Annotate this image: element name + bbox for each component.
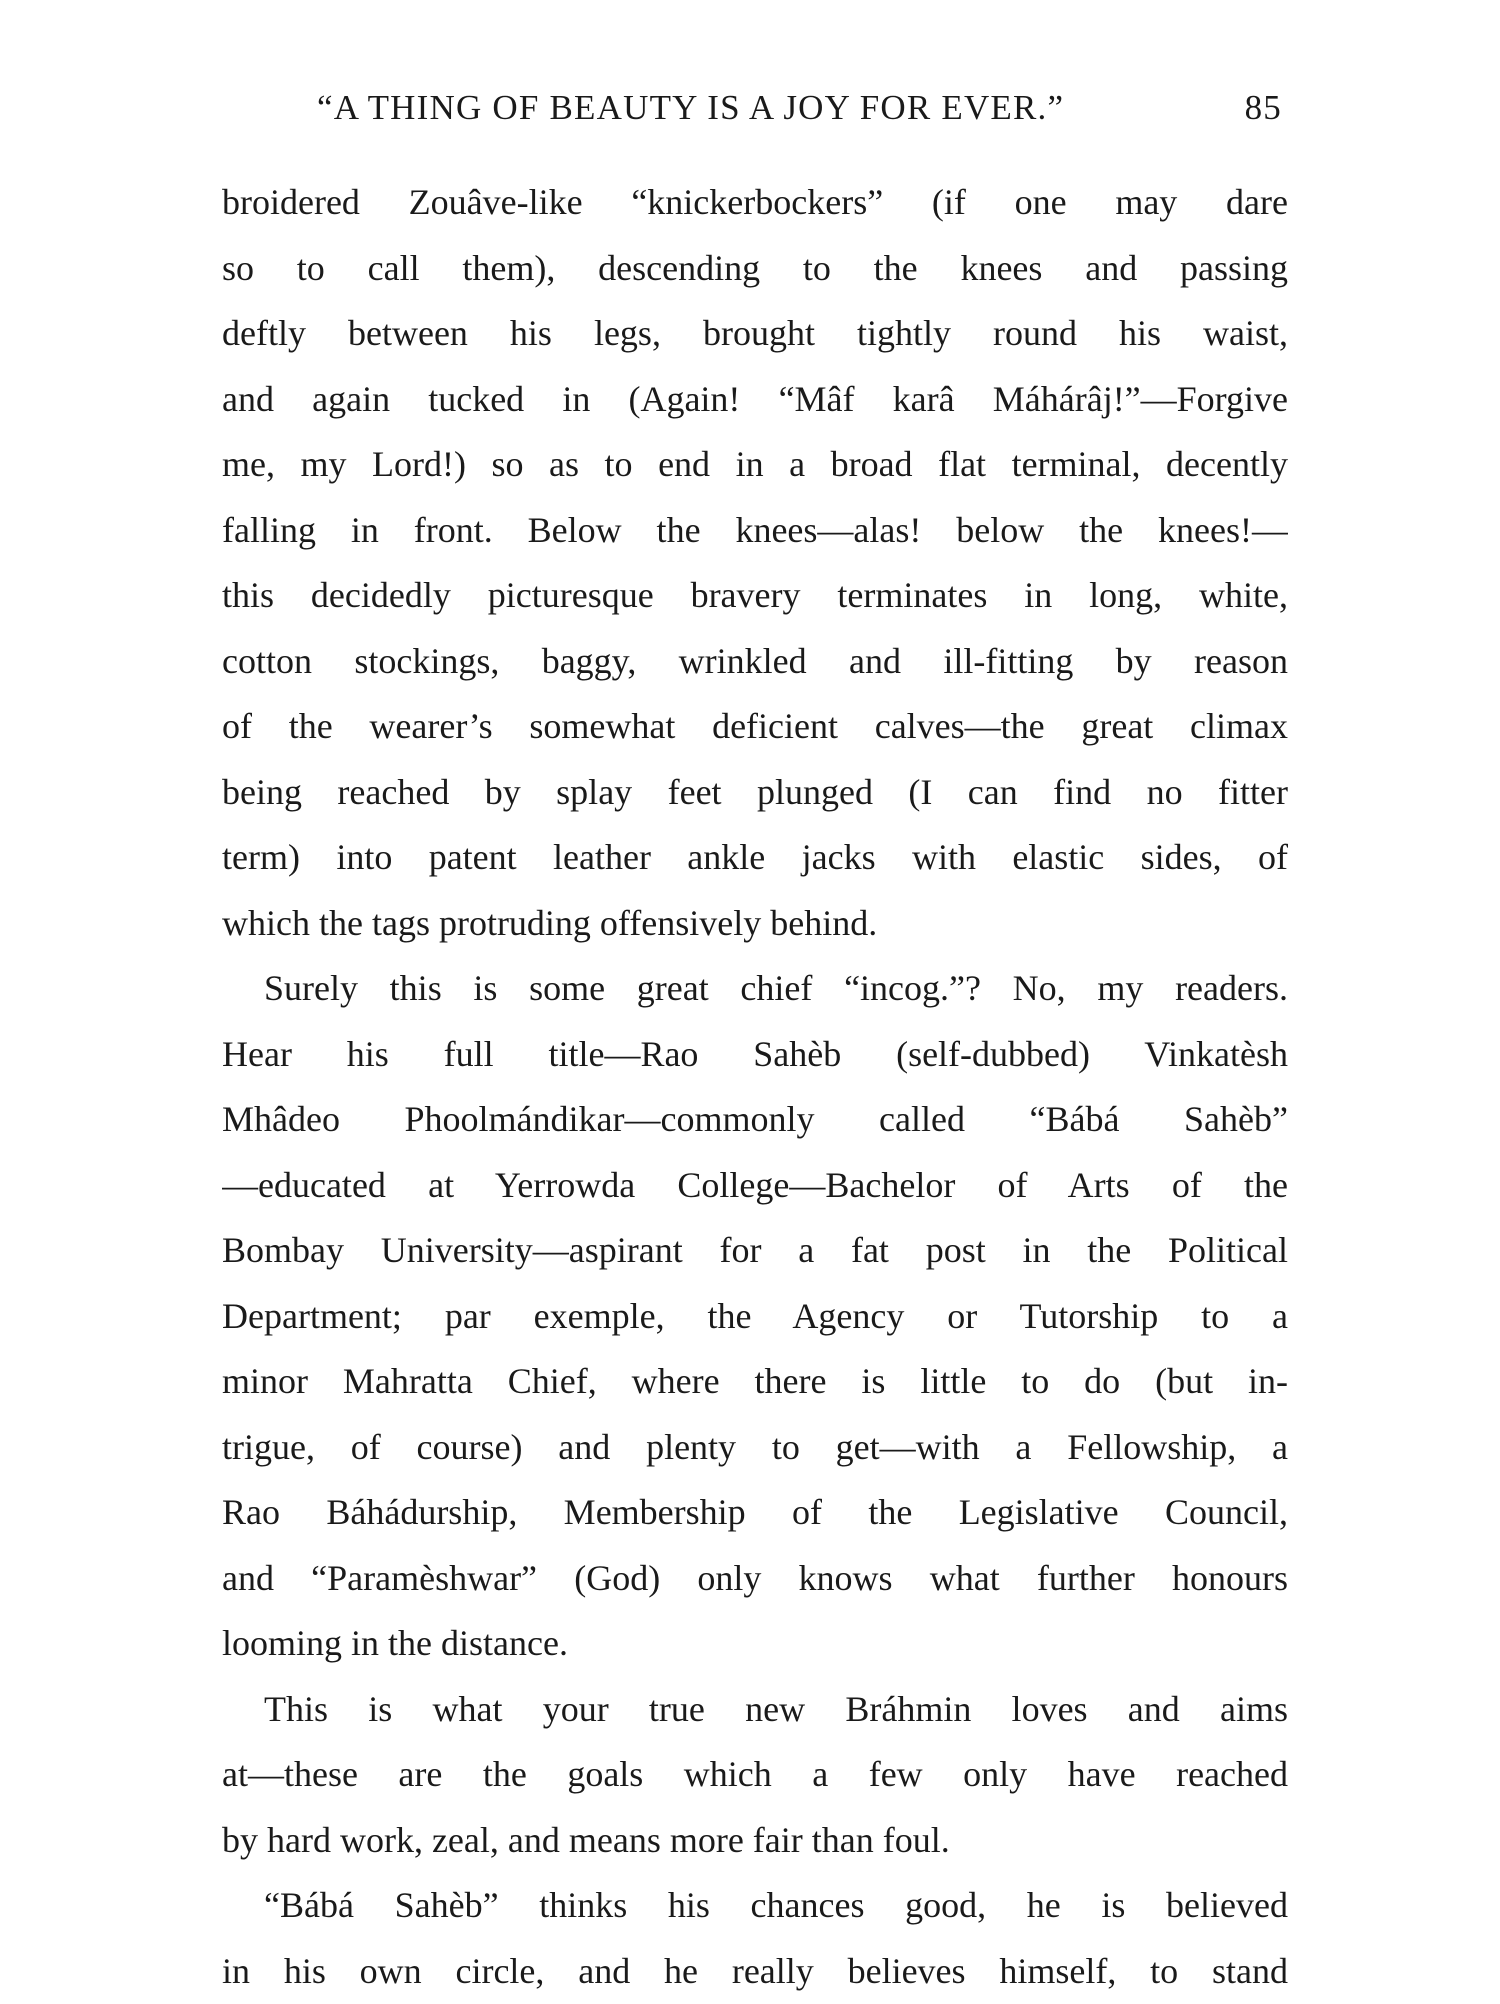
body-text: [222, 170, 1288, 2004]
text-line: by hard work, zeal, and means more fair than foul.: [222, 1808, 1288, 1874]
text-line: Surely this is some great chief “incog.”? No, my readers.: [222, 956, 1288, 1022]
text-line: of the wearer’s somewhat deficient calves—the great climax: [222, 694, 1288, 760]
paragraph-1: [222, 170, 1288, 956]
text-line: which the tags protruding offensively behind.: [222, 891, 1288, 957]
text-line: at—these are the goals which a few only have reached: [222, 1742, 1288, 1808]
text-line: broidered Zouâve-like “knickerbockers” (if one may dare: [222, 170, 1288, 236]
text-line: —educated at Yerrowda College—Bachelor of Arts of the: [222, 1153, 1288, 1219]
text-line: being reached by splay feet plunged (I can find no fitter: [222, 760, 1288, 826]
running-title: “A THING OF BEAUTY IS A JOY FOR EVER.”: [317, 88, 1064, 128]
text-line: Rao Báhádurship, Membership of the Legislative Council,: [222, 1480, 1288, 1546]
text-line: me, my Lord!) so as to end in a broad flat terminal, decently: [222, 432, 1288, 498]
paragraph-3: [222, 1677, 1288, 1874]
text-line: term) into patent leather ankle jacks with elastic sides, of: [222, 825, 1288, 891]
page-number: 85: [1245, 88, 1282, 128]
text-line: Bombay University—aspirant for a fat post in the Political: [222, 1218, 1288, 1284]
text-line: minor Mahratta Chief, where there is little to do (but in-: [222, 1349, 1288, 1415]
text-line: this decidedly picturesque bravery terminates in long, white,: [222, 563, 1288, 629]
text-line: and again tucked in (Again! “Mâf karâ Máhárâj!”—Forgive: [222, 367, 1288, 433]
text-line: and “Paramèshwar” (God) only knows what further honours: [222, 1546, 1288, 1612]
text-line: falling in front. Below the knees—alas! below the knees!—: [222, 498, 1288, 564]
text-line: cotton stockings, baggy, wrinkled and ill-fitting by reason: [222, 629, 1288, 695]
text-line: Mhâdeo Phoolmándikar—commonly called “Bábá Sahèb”: [222, 1087, 1288, 1153]
text-line: This is what your true new Bráhmin loves and aims: [222, 1677, 1288, 1743]
text-line: deftly between his legs, brought tightly round his waist,: [222, 301, 1288, 367]
paragraph-2: [222, 956, 1288, 1677]
text-line: Hear his full title—Rao Sahèb (self-dubbed) Vinkatèsh: [222, 1022, 1288, 1088]
running-head: [222, 88, 1282, 138]
paragraph-4: [222, 1873, 1288, 2004]
text-line: Department; par exemple, the Agency or Tutorship to a: [222, 1284, 1288, 1350]
text-line: trigue, of course) and plenty to get—with a Fellowship, a: [222, 1415, 1288, 1481]
text-line: looming in the distance.: [222, 1611, 1288, 1677]
text-line: “Bábá Sahèb” thinks his chances good, he is believed: [222, 1873, 1288, 1939]
text-line: so to call them), descending to the knees and passing: [222, 236, 1288, 302]
text-line: in his own circle, and he really believes himself, to stand: [222, 1939, 1288, 2004]
